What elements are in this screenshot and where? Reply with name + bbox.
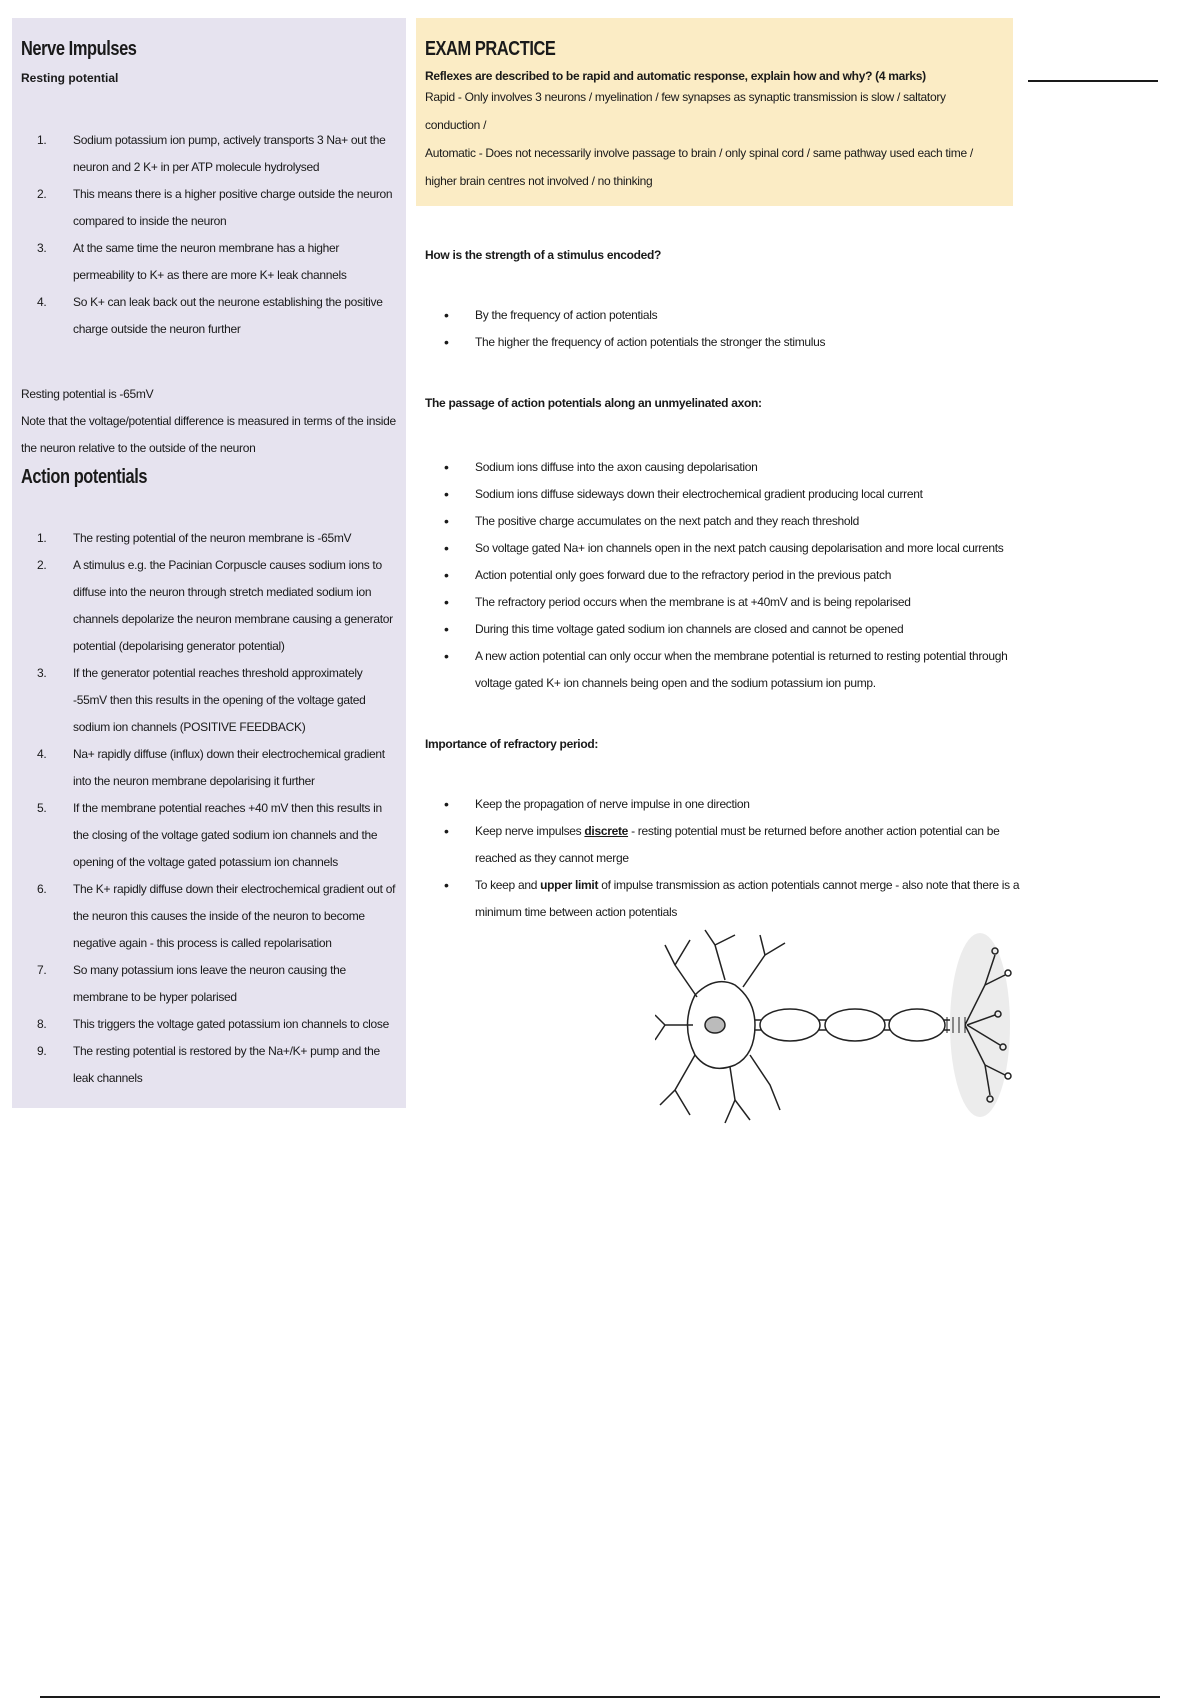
list-item: • The positive charge accumulates on the next patch and they reach threshold — [425, 508, 1025, 535]
list-item: • Sodium ions diffuse into the axon causing depolarisation — [425, 454, 1025, 481]
exam-answer-rapid: Rapid - Only involves 3 neurons / myelination / few synapses as synaptic transmission is slow / saltatory conduction / — [425, 90, 946, 132]
resting-potential-subtitle: Resting potential — [21, 71, 119, 85]
list-item: • By the frequency of action potentials — [425, 302, 1025, 329]
list-item: 2. This means there is a higher positive charge outside the neuron compared to inside the neuron — [37, 187, 393, 228]
list-item: 1. The resting potential of the neuron membrane is -65mV — [37, 531, 352, 545]
list-item: • Keep the propagation of nerve impulse in one direction — [425, 791, 1025, 818]
refractory-heading: Importance of refractory period: — [425, 737, 599, 751]
list-item: • So voltage gated Na+ ion channels open in the next patch causing depolarisation and more local currents — [425, 535, 1025, 562]
list-item: 8. This triggers the voltage gated potassium ion channels to close — [37, 1017, 389, 1031]
list-item: • Keep nerve impulses discrete - resting potential must be returned before another action potential can be reached as they cannot merge — [425, 818, 1025, 872]
list-item: • Action potential only goes forward due to the refractory period in the previous patch — [425, 562, 1025, 589]
list-item: • A new action potential can only occur when the membrane potential is returned to resting potential through voltage gated K+ ion channels being open and the sodium potassium ion pump. — [425, 643, 1025, 697]
refractory-list — [425, 791, 1025, 926]
list-item: 9. The resting potential is restored by the Na+/K+ pump and the leak channels — [37, 1044, 380, 1085]
list-item: 1. Sodium potassium ion pump, actively transports 3 Na+ out the neuron and 2 K+ in per ATP molecule hydrolysed — [37, 133, 386, 174]
stimulus-strength-heading: How is the strength of a stimulus encoded? — [425, 248, 662, 262]
resting-potential-note: Note that the voltage/potential difference is measured in terms of the inside the neuron relative to the outside of the neuron — [21, 414, 396, 455]
resting-potential-value: Resting potential is -65mV — [21, 387, 154, 401]
list-item: • Sodium ions diffuse sideways down their electrochemical gradient producing local current — [425, 481, 1025, 508]
list-item: • During this time voltage gated sodium ion channels are closed and cannot be opened — [425, 616, 1025, 643]
nerve-impulses-panel — [12, 18, 406, 1108]
exam-practice-panel — [416, 18, 1013, 206]
exam-answer-automatic: Automatic - Does not necessarily involve passage to brain / only spinal cord / same pathway used each time / higher brain centres not involved / no thinking — [425, 146, 973, 188]
divider — [1028, 80, 1158, 82]
list-item: 6. The K+ rapidly diffuse down their electrochemical gradient out of the neuron this causes the inside of the neuron to become negative again - this process is called repolarisation — [37, 882, 396, 950]
list-item: 4. Na+ rapidly diffuse (influx) down their electrochemical gradient into the neuron membrane depolarising it further — [37, 747, 385, 788]
right-content — [425, 248, 1025, 926]
neuron-diagram-icon — [655, 925, 1015, 1125]
list-item: 2. A stimulus e.g. the Pacinian Corpuscle causes sodium ions to diffuse into the neuron through stretch mediated sodium ion channels depolarize the neuron membrane causing a generator potential (depolarising generator potential) — [37, 558, 393, 653]
nerve-impulses-title: Nerve Impulses — [21, 38, 137, 60]
exam-question: Reflexes are described to be rapid and automatic response, explain how and why? (4 marks) — [425, 69, 926, 83]
resting-steps-list — [21, 127, 396, 343]
list-item: 5. If the membrane potential reaches +40 mV then this results in the closing of the voltage gated sodium ion channels and the opening of the voltage gated potassium ion channels — [37, 801, 382, 869]
discrete-emphasis: discrete — [584, 824, 629, 838]
list-item: 4. So K+ can leak back out the neurone establishing the positive charge outside the neuron further — [37, 295, 383, 336]
upper-limit-emphasis: upper limit — [540, 878, 599, 892]
unmyelinated-passage-list — [425, 454, 1025, 697]
list-item: • To keep and upper limit of impulse transmission as action potentials cannot merge - also note that there is a minimum time between action potentials — [425, 872, 1025, 926]
unmyelinated-passage-heading: The passage of action potentials along an unmyelinated axon: — [425, 396, 762, 410]
list-item: • The refractory period occurs when the membrane is at +40mV and is being repolarised — [425, 589, 1025, 616]
exam-practice-title: EXAM PRACTICE — [425, 38, 556, 60]
divider — [40, 1696, 1160, 1698]
list-item: 3. If the generator potential reaches threshold approximately -55mV then this results in the opening of the voltage gated sodium ion channels (POSITIVE FEEDBACK) — [37, 666, 366, 734]
list-item: • The higher the frequency of action potentials the stronger the stimulus — [425, 329, 1025, 356]
list-item: 7. So many potassium ions leave the neuron causing the membrane to be hyper polarised — [37, 963, 346, 1004]
list-item: 3. At the same time the neuron membrane has a higher permeability to K+ as there are more K+ leak channels — [37, 241, 347, 282]
stimulus-strength-list — [425, 302, 1025, 356]
action-potentials-title: Action potentials — [21, 466, 148, 488]
action-steps-list — [21, 525, 396, 1092]
